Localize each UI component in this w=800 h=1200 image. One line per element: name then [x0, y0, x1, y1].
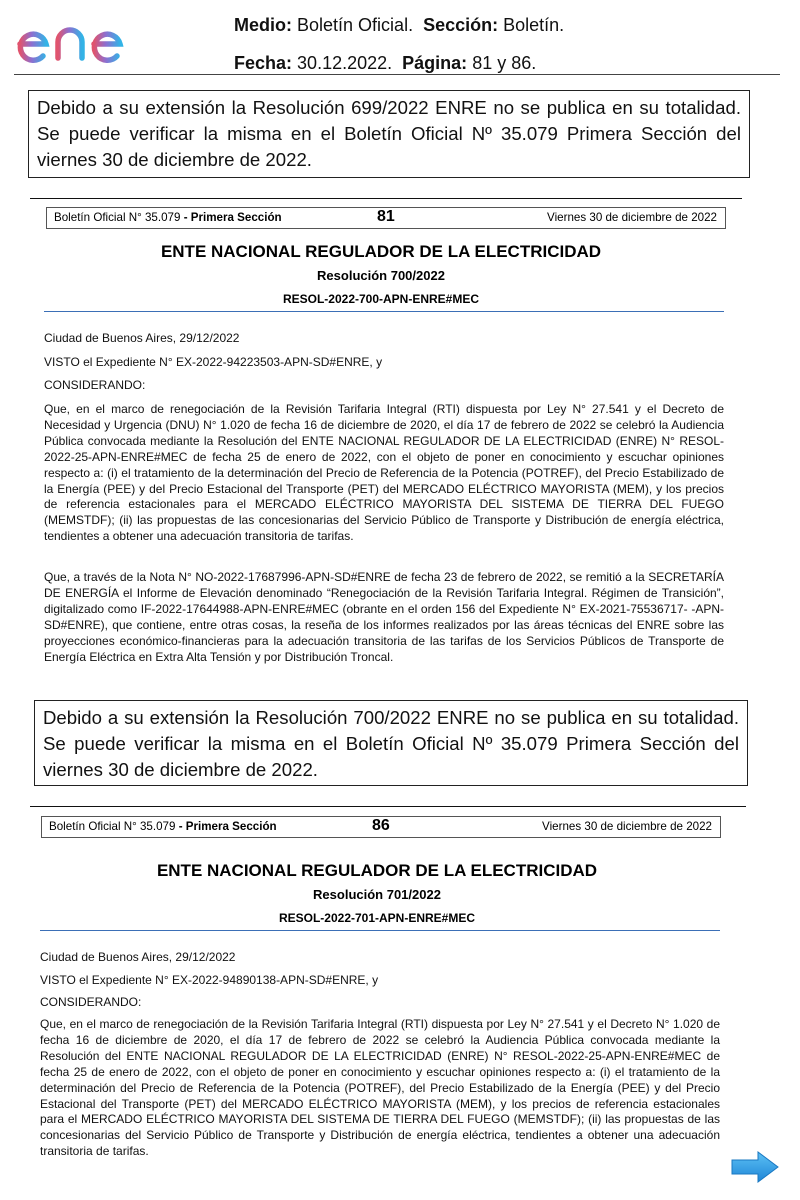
running-header	[46, 207, 726, 229]
resolution-title: Resolución 701/2022	[313, 887, 441, 902]
enel-logo	[16, 14, 168, 72]
bulletin-excerpt-page-81	[30, 198, 748, 688]
pagina-value: 81 y 86.	[472, 53, 537, 73]
considerando-paragraph: Que, a través de la Nota N° NO-2022-17687996-APN-SD#ENRE de fecha 23 de febrero de 2022, se remitió a la SECRETARÍA DE ENERGÍA el Informe de Elevación denominado “Renegociación de la Revisión Tarifaria Integral. Régimen de Transición”, digitalizado como IF-2022-17644988-APN-ENRE#MEC (obrante en el orden 156 del Expediente N° EX-2021-75536717- -APN-SD#ENRE), que contiene, entre otras cosas, la reseña de los informes realizados por las áreas técnicas del ENRE sobre las proyecciones económico-financieras para la adecuación transitoria de las tarifas de los Servicios Públicos de Transporte de Energía Eléctrica en Extra Alta Tensión y por Distribución Troncal.	[44, 570, 724, 664]
medio-value: Boletín Oficial.	[297, 15, 414, 35]
running-page-number: 86	[372, 817, 390, 834]
arrow-right-icon[interactable]	[730, 1150, 780, 1184]
city-date: Ciudad de Buenos Aires, 29/12/2022	[40, 950, 236, 964]
running-pub: Boletín Oficial N° 35.079 - Primera Sección	[49, 820, 277, 833]
fecha-label: Fecha:	[234, 53, 293, 73]
considerando-label: CONSIDERANDO:	[40, 995, 142, 1009]
pagina-label: Página:	[402, 53, 468, 73]
org-title: ENTE NACIONAL REGULADOR DE LA ELECTRICIDAD	[160, 242, 602, 261]
title-underline	[40, 930, 720, 931]
running-date: Viernes 30 de diciembre de 2022	[542, 820, 712, 833]
running-page-number: 81	[377, 208, 395, 225]
header-meta	[234, 6, 564, 82]
considerando-paragraph: Que, en el marco de renegociación de la Revisión Tarifaria Integral (RTI) dispuesta por Ley N° 27.541 y el Decreto N° 1.020 de fecha 16 de diciembre de 2020, el día 17 de febrero de 2022 se celebró la Audiencia Pública convocada mediante la Resolución del ENTE NACIONAL REGULADOR DE LA ELECTRICIDAD (ENRE) N° RESOL-2022-25-APN-ENRE#MEC de fecha 25 de enero de 2022, con el objeto de poner en conocimiento y escuchar opiniones respecto a: (i) el tratamiento de la determinación del Precio de Referencia de la Potencia (POTREF), del Precio Estabilizado de la Energía (PEE) y del Precio Estacional del Transporte (PET) del MERCADO ELÉCTRICO MAYORISTA (MEM), y los precios de referencia estacionales para el MERCADO ELÉCTRICO MAYORISTA DEL SISTEMA DE TIERRA DEL FUEGO (MEMSTDF); (ii) las propuestas de las concesionarias del Servicio Público de Transporte y Distribución de energía eléctrica, tendientes a obtener una adecuación transitoria de tarifas.	[40, 1017, 720, 1159]
seccion-value: Boletín.	[503, 15, 565, 35]
fecha-line	[234, 44, 564, 82]
resolution-code: RESOL-2022-701-APN-ENRE#MEC	[278, 911, 476, 925]
visto-line: VISTO el Expediente N° EX-2022-94890138-APN-SD#ENRE, y	[40, 973, 379, 987]
resolution-title: Resolución 700/2022	[317, 268, 445, 283]
visto-line: VISTO el Expediente N° EX-2022-94223503-APN-SD#ENRE, y	[44, 355, 383, 369]
medio-line	[234, 6, 564, 44]
excerpt-top-rule	[30, 806, 746, 807]
excerpt-top-rule	[30, 198, 742, 199]
header-divider	[14, 74, 780, 75]
seccion-label: Sección:	[423, 15, 499, 35]
resolution-code: RESOL-2022-700-APN-ENRE#MEC	[282, 292, 480, 306]
fecha-value: 30.12.2022.	[297, 53, 393, 73]
title-underline	[44, 311, 724, 312]
notice-box-700: Debido a su extensión la Resolución 700/2022 ENRE no se publica en su totalidad. Se puede verificar la misma en el Boletín Oficial Nº 35.079 Primera Sección del viernes 30 de diciembre de 2022.	[34, 700, 748, 786]
notice-box-699: Debido a su extensión la Resolución 699/2022 ENRE no se publica en su totalidad. Se puede verificar la misma en el Boletín Oficial Nº 35.079 Primera Sección del viernes 30 de diciembre de 2022.	[28, 90, 750, 178]
considerando-label: CONSIDERANDO:	[44, 378, 146, 392]
org-title: ENTE NACIONAL REGULADOR DE LA ELECTRICIDAD	[156, 861, 598, 880]
running-pub: Boletín Oficial N° 35.079 - Primera Sección	[54, 211, 282, 224]
medio-label: Medio:	[234, 15, 292, 35]
considerando-paragraph: Que, en el marco de renegociación de la Revisión Tarifaria Integral (RTI) dispuesta por Ley N° 27.541 y el Decreto de Necesidad y Urgencia (DNU) N° 1.020 de fecha 16 de diciembre de 2020, el día 17 de febrero de 2022 se celebró la Audiencia Pública convocada mediante la Resolución del ENTE NACIONAL REGULADOR DE LA ELECTRICIDAD (ENRE) N° RESOL-2022-25-APN-ENRE#MEC de fecha 25 de enero de 2022, con el objeto de poner en conocimiento y escuchar opiniones respecto a: (i) el tratamiento de la determinación del Precio de Referencia de la Potencia (POTREF), del Precio Estabilizado de la Energía (PEE) y del Precio Estacional del Transporte (PET) del MERCADO ELÉCTRICO MAYORISTA (MEM), y los precios de referencia estacionales para el MERCADO ELÉCTRICO MAYORISTA DEL SISTEMA DE TIERRA DEL FUEGO (MEMSTDF); (ii) las propuestas de las concesionarias del Servicio Público de Transporte y Distribución de energía eléctrica, tendientes a obtener una adecuación transitoria de tarifas.	[44, 402, 724, 544]
running-header	[41, 816, 721, 838]
city-date: Ciudad de Buenos Aires, 29/12/2022	[44, 331, 240, 345]
bulletin-excerpt-page-86	[30, 806, 748, 1166]
running-date: Viernes 30 de diciembre de 2022	[547, 211, 717, 224]
